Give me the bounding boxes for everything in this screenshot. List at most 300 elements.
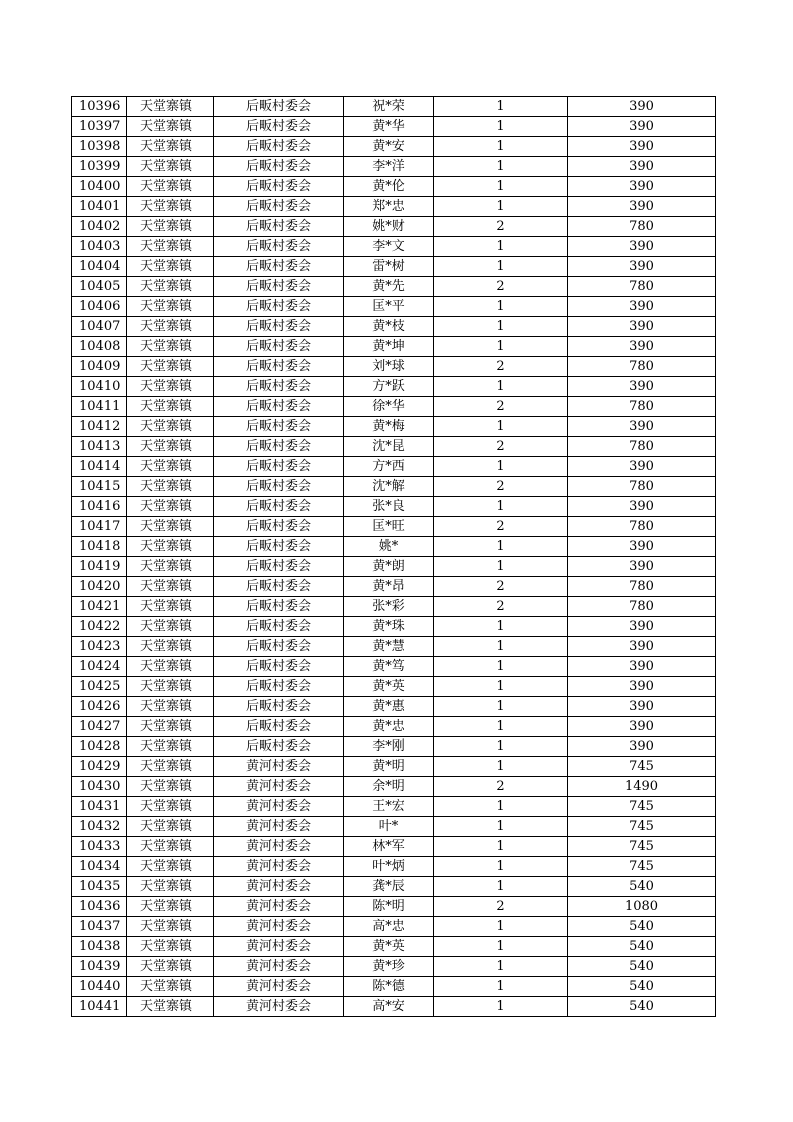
village-cell: 后畈村委会 bbox=[214, 577, 344, 597]
record-id-cell: 10437 bbox=[72, 917, 127, 937]
name-cell: 方*西 bbox=[344, 457, 434, 477]
name-cell: 黄*枝 bbox=[344, 317, 434, 337]
record-id-cell: 10438 bbox=[72, 937, 127, 957]
village-cell: 黄河村委会 bbox=[214, 857, 344, 877]
record-id-cell: 10403 bbox=[72, 237, 127, 257]
village-cell: 后畈村委会 bbox=[214, 377, 344, 397]
village-cell: 后畈村委会 bbox=[214, 477, 344, 497]
count-cell: 1 bbox=[434, 417, 568, 437]
amount-cell: 390 bbox=[568, 617, 716, 637]
amount-cell: 390 bbox=[568, 177, 716, 197]
count-cell: 2 bbox=[434, 397, 568, 417]
table-body bbox=[72, 97, 716, 1017]
amount-cell: 780 bbox=[568, 397, 716, 417]
table-row bbox=[72, 517, 716, 537]
table-row bbox=[72, 777, 716, 797]
amount-cell: 390 bbox=[568, 137, 716, 157]
record-id-cell: 10415 bbox=[72, 477, 127, 497]
count-cell: 1 bbox=[434, 137, 568, 157]
amount-cell: 390 bbox=[568, 237, 716, 257]
town-cell: 天堂寨镇 bbox=[127, 757, 214, 777]
name-cell: 叶* bbox=[344, 817, 434, 837]
name-cell: 李*文 bbox=[344, 237, 434, 257]
count-cell: 2 bbox=[434, 777, 568, 797]
record-id-cell: 10405 bbox=[72, 277, 127, 297]
village-cell: 后畈村委会 bbox=[214, 537, 344, 557]
count-cell: 1 bbox=[434, 257, 568, 277]
count-cell: 1 bbox=[434, 157, 568, 177]
village-cell: 后畈村委会 bbox=[214, 297, 344, 317]
record-id-cell: 10425 bbox=[72, 677, 127, 697]
name-cell: 方*跃 bbox=[344, 377, 434, 397]
table-row bbox=[72, 717, 716, 737]
name-cell: 王*宏 bbox=[344, 797, 434, 817]
amount-cell: 390 bbox=[568, 537, 716, 557]
data-table bbox=[71, 96, 716, 1017]
table-row bbox=[72, 917, 716, 937]
town-cell: 天堂寨镇 bbox=[127, 97, 214, 117]
amount-cell: 780 bbox=[568, 517, 716, 537]
name-cell: 姚*财 bbox=[344, 217, 434, 237]
town-cell: 天堂寨镇 bbox=[127, 957, 214, 977]
name-cell: 郑*忠 bbox=[344, 197, 434, 217]
record-id-cell: 10424 bbox=[72, 657, 127, 677]
town-cell: 天堂寨镇 bbox=[127, 737, 214, 757]
amount-cell: 540 bbox=[568, 917, 716, 937]
count-cell: 1 bbox=[434, 697, 568, 717]
name-cell: 黄*忠 bbox=[344, 717, 434, 737]
count-cell: 1 bbox=[434, 957, 568, 977]
amount-cell: 540 bbox=[568, 997, 716, 1017]
name-cell: 刘*球 bbox=[344, 357, 434, 377]
table-row bbox=[72, 977, 716, 997]
village-cell: 后畈村委会 bbox=[214, 737, 344, 757]
amount-cell: 745 bbox=[568, 837, 716, 857]
village-cell: 后畈村委会 bbox=[214, 157, 344, 177]
village-cell: 黄河村委会 bbox=[214, 777, 344, 797]
amount-cell: 780 bbox=[568, 217, 716, 237]
village-cell: 后畈村委会 bbox=[214, 497, 344, 517]
table-row bbox=[72, 617, 716, 637]
table-row bbox=[72, 137, 716, 157]
town-cell: 天堂寨镇 bbox=[127, 717, 214, 737]
count-cell: 1 bbox=[434, 537, 568, 557]
count-cell: 2 bbox=[434, 437, 568, 457]
village-cell: 后畈村委会 bbox=[214, 197, 344, 217]
village-cell: 后畈村委会 bbox=[214, 697, 344, 717]
name-cell: 姚* bbox=[344, 537, 434, 557]
count-cell: 2 bbox=[434, 897, 568, 917]
table-row bbox=[72, 697, 716, 717]
table-row bbox=[72, 837, 716, 857]
record-id-cell: 10400 bbox=[72, 177, 127, 197]
amount-cell: 390 bbox=[568, 497, 716, 517]
amount-cell: 390 bbox=[568, 257, 716, 277]
name-cell: 黄*珠 bbox=[344, 617, 434, 637]
amount-cell: 390 bbox=[568, 317, 716, 337]
table-row bbox=[72, 377, 716, 397]
name-cell: 黄*伦 bbox=[344, 177, 434, 197]
table-row bbox=[72, 677, 716, 697]
count-cell: 2 bbox=[434, 477, 568, 497]
count-cell: 1 bbox=[434, 457, 568, 477]
record-id-cell: 10399 bbox=[72, 157, 127, 177]
town-cell: 天堂寨镇 bbox=[127, 157, 214, 177]
table-row bbox=[72, 157, 716, 177]
name-cell: 黄*慧 bbox=[344, 637, 434, 657]
record-id-cell: 10410 bbox=[72, 377, 127, 397]
record-id-cell: 10419 bbox=[72, 557, 127, 577]
table-row bbox=[72, 457, 716, 477]
name-cell: 李*刚 bbox=[344, 737, 434, 757]
table-row bbox=[72, 97, 716, 117]
table-row bbox=[72, 237, 716, 257]
town-cell: 天堂寨镇 bbox=[127, 817, 214, 837]
amount-cell: 390 bbox=[568, 717, 716, 737]
town-cell: 天堂寨镇 bbox=[127, 637, 214, 657]
village-cell: 后畈村委会 bbox=[214, 117, 344, 137]
amount-cell: 390 bbox=[568, 737, 716, 757]
amount-cell: 745 bbox=[568, 757, 716, 777]
record-id-cell: 10416 bbox=[72, 497, 127, 517]
amount-cell: 780 bbox=[568, 357, 716, 377]
name-cell: 黄*珍 bbox=[344, 957, 434, 977]
count-cell: 2 bbox=[434, 597, 568, 617]
table-row bbox=[72, 297, 716, 317]
table-row bbox=[72, 897, 716, 917]
count-cell: 2 bbox=[434, 357, 568, 377]
town-cell: 天堂寨镇 bbox=[127, 177, 214, 197]
town-cell: 天堂寨镇 bbox=[127, 517, 214, 537]
count-cell: 2 bbox=[434, 217, 568, 237]
village-cell: 后畈村委会 bbox=[214, 557, 344, 577]
record-id-cell: 10408 bbox=[72, 337, 127, 357]
count-cell: 2 bbox=[434, 277, 568, 297]
amount-cell: 390 bbox=[568, 657, 716, 677]
count-cell: 1 bbox=[434, 177, 568, 197]
table-row bbox=[72, 737, 716, 757]
record-id-cell: 10420 bbox=[72, 577, 127, 597]
town-cell: 天堂寨镇 bbox=[127, 897, 214, 917]
amount-cell: 390 bbox=[568, 457, 716, 477]
record-id-cell: 10428 bbox=[72, 737, 127, 757]
village-cell: 黄河村委会 bbox=[214, 977, 344, 997]
name-cell: 黄*惠 bbox=[344, 697, 434, 717]
table-row bbox=[72, 597, 716, 617]
town-cell: 天堂寨镇 bbox=[127, 457, 214, 477]
table-row bbox=[72, 397, 716, 417]
count-cell: 1 bbox=[434, 677, 568, 697]
count-cell: 1 bbox=[434, 557, 568, 577]
village-cell: 后畈村委会 bbox=[214, 617, 344, 637]
table-row bbox=[72, 757, 716, 777]
table-row bbox=[72, 417, 716, 437]
amount-cell: 540 bbox=[568, 977, 716, 997]
record-id-cell: 10407 bbox=[72, 317, 127, 337]
record-id-cell: 10418 bbox=[72, 537, 127, 557]
count-cell: 2 bbox=[434, 577, 568, 597]
count-cell: 1 bbox=[434, 377, 568, 397]
village-cell: 黄河村委会 bbox=[214, 937, 344, 957]
count-cell: 1 bbox=[434, 297, 568, 317]
table-row bbox=[72, 957, 716, 977]
count-cell: 1 bbox=[434, 977, 568, 997]
count-cell: 1 bbox=[434, 657, 568, 677]
record-id-cell: 10401 bbox=[72, 197, 127, 217]
name-cell: 黄*笃 bbox=[344, 657, 434, 677]
record-id-cell: 10398 bbox=[72, 137, 127, 157]
table-row bbox=[72, 437, 716, 457]
table-row bbox=[72, 557, 716, 577]
village-cell: 后畈村委会 bbox=[214, 457, 344, 477]
village-cell: 黄河村委会 bbox=[214, 837, 344, 857]
name-cell: 林*军 bbox=[344, 837, 434, 857]
town-cell: 天堂寨镇 bbox=[127, 317, 214, 337]
record-id-cell: 10441 bbox=[72, 997, 127, 1017]
record-id-cell: 10404 bbox=[72, 257, 127, 277]
village-cell: 黄河村委会 bbox=[214, 897, 344, 917]
count-cell: 1 bbox=[434, 937, 568, 957]
amount-cell: 780 bbox=[568, 577, 716, 597]
town-cell: 天堂寨镇 bbox=[127, 477, 214, 497]
amount-cell: 390 bbox=[568, 417, 716, 437]
town-cell: 天堂寨镇 bbox=[127, 797, 214, 817]
record-id-cell: 10440 bbox=[72, 977, 127, 997]
village-cell: 后畈村委会 bbox=[214, 517, 344, 537]
table-row bbox=[72, 637, 716, 657]
town-cell: 天堂寨镇 bbox=[127, 217, 214, 237]
name-cell: 黄*安 bbox=[344, 137, 434, 157]
amount-cell: 390 bbox=[568, 637, 716, 657]
village-cell: 后畈村委会 bbox=[214, 417, 344, 437]
record-id-cell: 10402 bbox=[72, 217, 127, 237]
village-cell: 黄河村委会 bbox=[214, 797, 344, 817]
count-cell: 1 bbox=[434, 617, 568, 637]
record-id-cell: 10430 bbox=[72, 777, 127, 797]
name-cell: 黄*朗 bbox=[344, 557, 434, 577]
town-cell: 天堂寨镇 bbox=[127, 837, 214, 857]
count-cell: 1 bbox=[434, 877, 568, 897]
village-cell: 后畈村委会 bbox=[214, 97, 344, 117]
town-cell: 天堂寨镇 bbox=[127, 597, 214, 617]
amount-cell: 745 bbox=[568, 797, 716, 817]
name-cell: 黄*华 bbox=[344, 117, 434, 137]
amount-cell: 390 bbox=[568, 377, 716, 397]
name-cell: 祝*荣 bbox=[344, 97, 434, 117]
name-cell: 李*洋 bbox=[344, 157, 434, 177]
name-cell: 黄*昂 bbox=[344, 577, 434, 597]
name-cell: 匡*平 bbox=[344, 297, 434, 317]
town-cell: 天堂寨镇 bbox=[127, 357, 214, 377]
town-cell: 天堂寨镇 bbox=[127, 657, 214, 677]
record-id-cell: 10396 bbox=[72, 97, 127, 117]
town-cell: 天堂寨镇 bbox=[127, 677, 214, 697]
village-cell: 后畈村委会 bbox=[214, 717, 344, 737]
amount-cell: 390 bbox=[568, 297, 716, 317]
record-id-cell: 10429 bbox=[72, 757, 127, 777]
table-row bbox=[72, 657, 716, 677]
village-cell: 后畈村委会 bbox=[214, 597, 344, 617]
town-cell: 天堂寨镇 bbox=[127, 697, 214, 717]
record-id-cell: 10413 bbox=[72, 437, 127, 457]
village-cell: 黄河村委会 bbox=[214, 957, 344, 977]
count-cell: 1 bbox=[434, 917, 568, 937]
town-cell: 天堂寨镇 bbox=[127, 337, 214, 357]
amount-cell: 390 bbox=[568, 117, 716, 137]
table-row bbox=[72, 277, 716, 297]
record-id-cell: 10426 bbox=[72, 697, 127, 717]
record-id-cell: 10433 bbox=[72, 837, 127, 857]
town-cell: 天堂寨镇 bbox=[127, 417, 214, 437]
village-cell: 黄河村委会 bbox=[214, 877, 344, 897]
town-cell: 天堂寨镇 bbox=[127, 257, 214, 277]
name-cell: 黄*先 bbox=[344, 277, 434, 297]
record-id-cell: 10412 bbox=[72, 417, 127, 437]
amount-cell: 1080 bbox=[568, 897, 716, 917]
table-row bbox=[72, 177, 716, 197]
name-cell: 沈*昆 bbox=[344, 437, 434, 457]
record-id-cell: 10431 bbox=[72, 797, 127, 817]
amount-cell: 780 bbox=[568, 277, 716, 297]
record-id-cell: 10411 bbox=[72, 397, 127, 417]
amount-cell: 390 bbox=[568, 97, 716, 117]
amount-cell: 1490 bbox=[568, 777, 716, 797]
town-cell: 天堂寨镇 bbox=[127, 577, 214, 597]
name-cell: 高*忠 bbox=[344, 917, 434, 937]
town-cell: 天堂寨镇 bbox=[127, 557, 214, 577]
count-cell: 1 bbox=[434, 197, 568, 217]
record-id-cell: 10427 bbox=[72, 717, 127, 737]
amount-cell: 780 bbox=[568, 477, 716, 497]
amount-cell: 540 bbox=[568, 937, 716, 957]
table-row bbox=[72, 997, 716, 1017]
amount-cell: 540 bbox=[568, 957, 716, 977]
village-cell: 后畈村委会 bbox=[214, 437, 344, 457]
count-cell: 1 bbox=[434, 837, 568, 857]
village-cell: 后畈村委会 bbox=[214, 657, 344, 677]
name-cell: 陈*明 bbox=[344, 897, 434, 917]
count-cell: 1 bbox=[434, 717, 568, 737]
record-id-cell: 10397 bbox=[72, 117, 127, 137]
village-cell: 黄河村委会 bbox=[214, 757, 344, 777]
record-id-cell: 10435 bbox=[72, 877, 127, 897]
table-row bbox=[72, 577, 716, 597]
table-row bbox=[72, 117, 716, 137]
name-cell: 高*安 bbox=[344, 997, 434, 1017]
amount-cell: 390 bbox=[568, 157, 716, 177]
table-row bbox=[72, 537, 716, 557]
name-cell: 黄*英 bbox=[344, 677, 434, 697]
town-cell: 天堂寨镇 bbox=[127, 977, 214, 997]
name-cell: 龚*辰 bbox=[344, 877, 434, 897]
amount-cell: 390 bbox=[568, 677, 716, 697]
town-cell: 天堂寨镇 bbox=[127, 137, 214, 157]
count-cell: 1 bbox=[434, 337, 568, 357]
name-cell: 雷*树 bbox=[344, 257, 434, 277]
name-cell: 黄*坤 bbox=[344, 337, 434, 357]
record-id-cell: 10406 bbox=[72, 297, 127, 317]
village-cell: 后畈村委会 bbox=[214, 357, 344, 377]
name-cell: 黄*梅 bbox=[344, 417, 434, 437]
table-row bbox=[72, 357, 716, 377]
name-cell: 张*彩 bbox=[344, 597, 434, 617]
town-cell: 天堂寨镇 bbox=[127, 377, 214, 397]
amount-cell: 745 bbox=[568, 817, 716, 837]
count-cell: 1 bbox=[434, 997, 568, 1017]
record-id-cell: 10414 bbox=[72, 457, 127, 477]
count-cell: 1 bbox=[434, 757, 568, 777]
table-row bbox=[72, 197, 716, 217]
town-cell: 天堂寨镇 bbox=[127, 117, 214, 137]
record-id-cell: 10432 bbox=[72, 817, 127, 837]
amount-cell: 390 bbox=[568, 197, 716, 217]
table-row bbox=[72, 817, 716, 837]
table-row bbox=[72, 257, 716, 277]
village-cell: 后畈村委会 bbox=[214, 397, 344, 417]
count-cell: 1 bbox=[434, 857, 568, 877]
name-cell: 余*明 bbox=[344, 777, 434, 797]
table-row bbox=[72, 797, 716, 817]
amount-cell: 745 bbox=[568, 857, 716, 877]
village-cell: 后畈村委会 bbox=[214, 637, 344, 657]
town-cell: 天堂寨镇 bbox=[127, 237, 214, 257]
town-cell: 天堂寨镇 bbox=[127, 997, 214, 1017]
count-cell: 1 bbox=[434, 797, 568, 817]
table-row bbox=[72, 477, 716, 497]
town-cell: 天堂寨镇 bbox=[127, 277, 214, 297]
table-row bbox=[72, 937, 716, 957]
count-cell: 1 bbox=[434, 97, 568, 117]
name-cell: 徐*华 bbox=[344, 397, 434, 417]
name-cell: 黄*英 bbox=[344, 937, 434, 957]
village-cell: 黄河村委会 bbox=[214, 997, 344, 1017]
town-cell: 天堂寨镇 bbox=[127, 437, 214, 457]
amount-cell: 540 bbox=[568, 877, 716, 897]
village-cell: 后畈村委会 bbox=[214, 317, 344, 337]
table-row bbox=[72, 337, 716, 357]
village-cell: 后畈村委会 bbox=[214, 237, 344, 257]
town-cell: 天堂寨镇 bbox=[127, 297, 214, 317]
town-cell: 天堂寨镇 bbox=[127, 937, 214, 957]
record-id-cell: 10436 bbox=[72, 897, 127, 917]
village-cell: 后畈村委会 bbox=[214, 217, 344, 237]
table-row bbox=[72, 857, 716, 877]
count-cell: 1 bbox=[434, 817, 568, 837]
table-row bbox=[72, 217, 716, 237]
count-cell: 1 bbox=[434, 117, 568, 137]
name-cell: 叶*炳 bbox=[344, 857, 434, 877]
village-cell: 后畈村委会 bbox=[214, 257, 344, 277]
village-cell: 黄河村委会 bbox=[214, 817, 344, 837]
name-cell: 黄*明 bbox=[344, 757, 434, 777]
town-cell: 天堂寨镇 bbox=[127, 197, 214, 217]
record-id-cell: 10417 bbox=[72, 517, 127, 537]
town-cell: 天堂寨镇 bbox=[127, 917, 214, 937]
amount-cell: 780 bbox=[568, 437, 716, 457]
town-cell: 天堂寨镇 bbox=[127, 857, 214, 877]
town-cell: 天堂寨镇 bbox=[127, 397, 214, 417]
table-row bbox=[72, 317, 716, 337]
town-cell: 天堂寨镇 bbox=[127, 497, 214, 517]
name-cell: 匡*旺 bbox=[344, 517, 434, 537]
village-cell: 黄河村委会 bbox=[214, 917, 344, 937]
table-row bbox=[72, 877, 716, 897]
count-cell: 1 bbox=[434, 237, 568, 257]
town-cell: 天堂寨镇 bbox=[127, 617, 214, 637]
name-cell: 沈*解 bbox=[344, 477, 434, 497]
name-cell: 陈*德 bbox=[344, 977, 434, 997]
village-cell: 后畈村委会 bbox=[214, 677, 344, 697]
